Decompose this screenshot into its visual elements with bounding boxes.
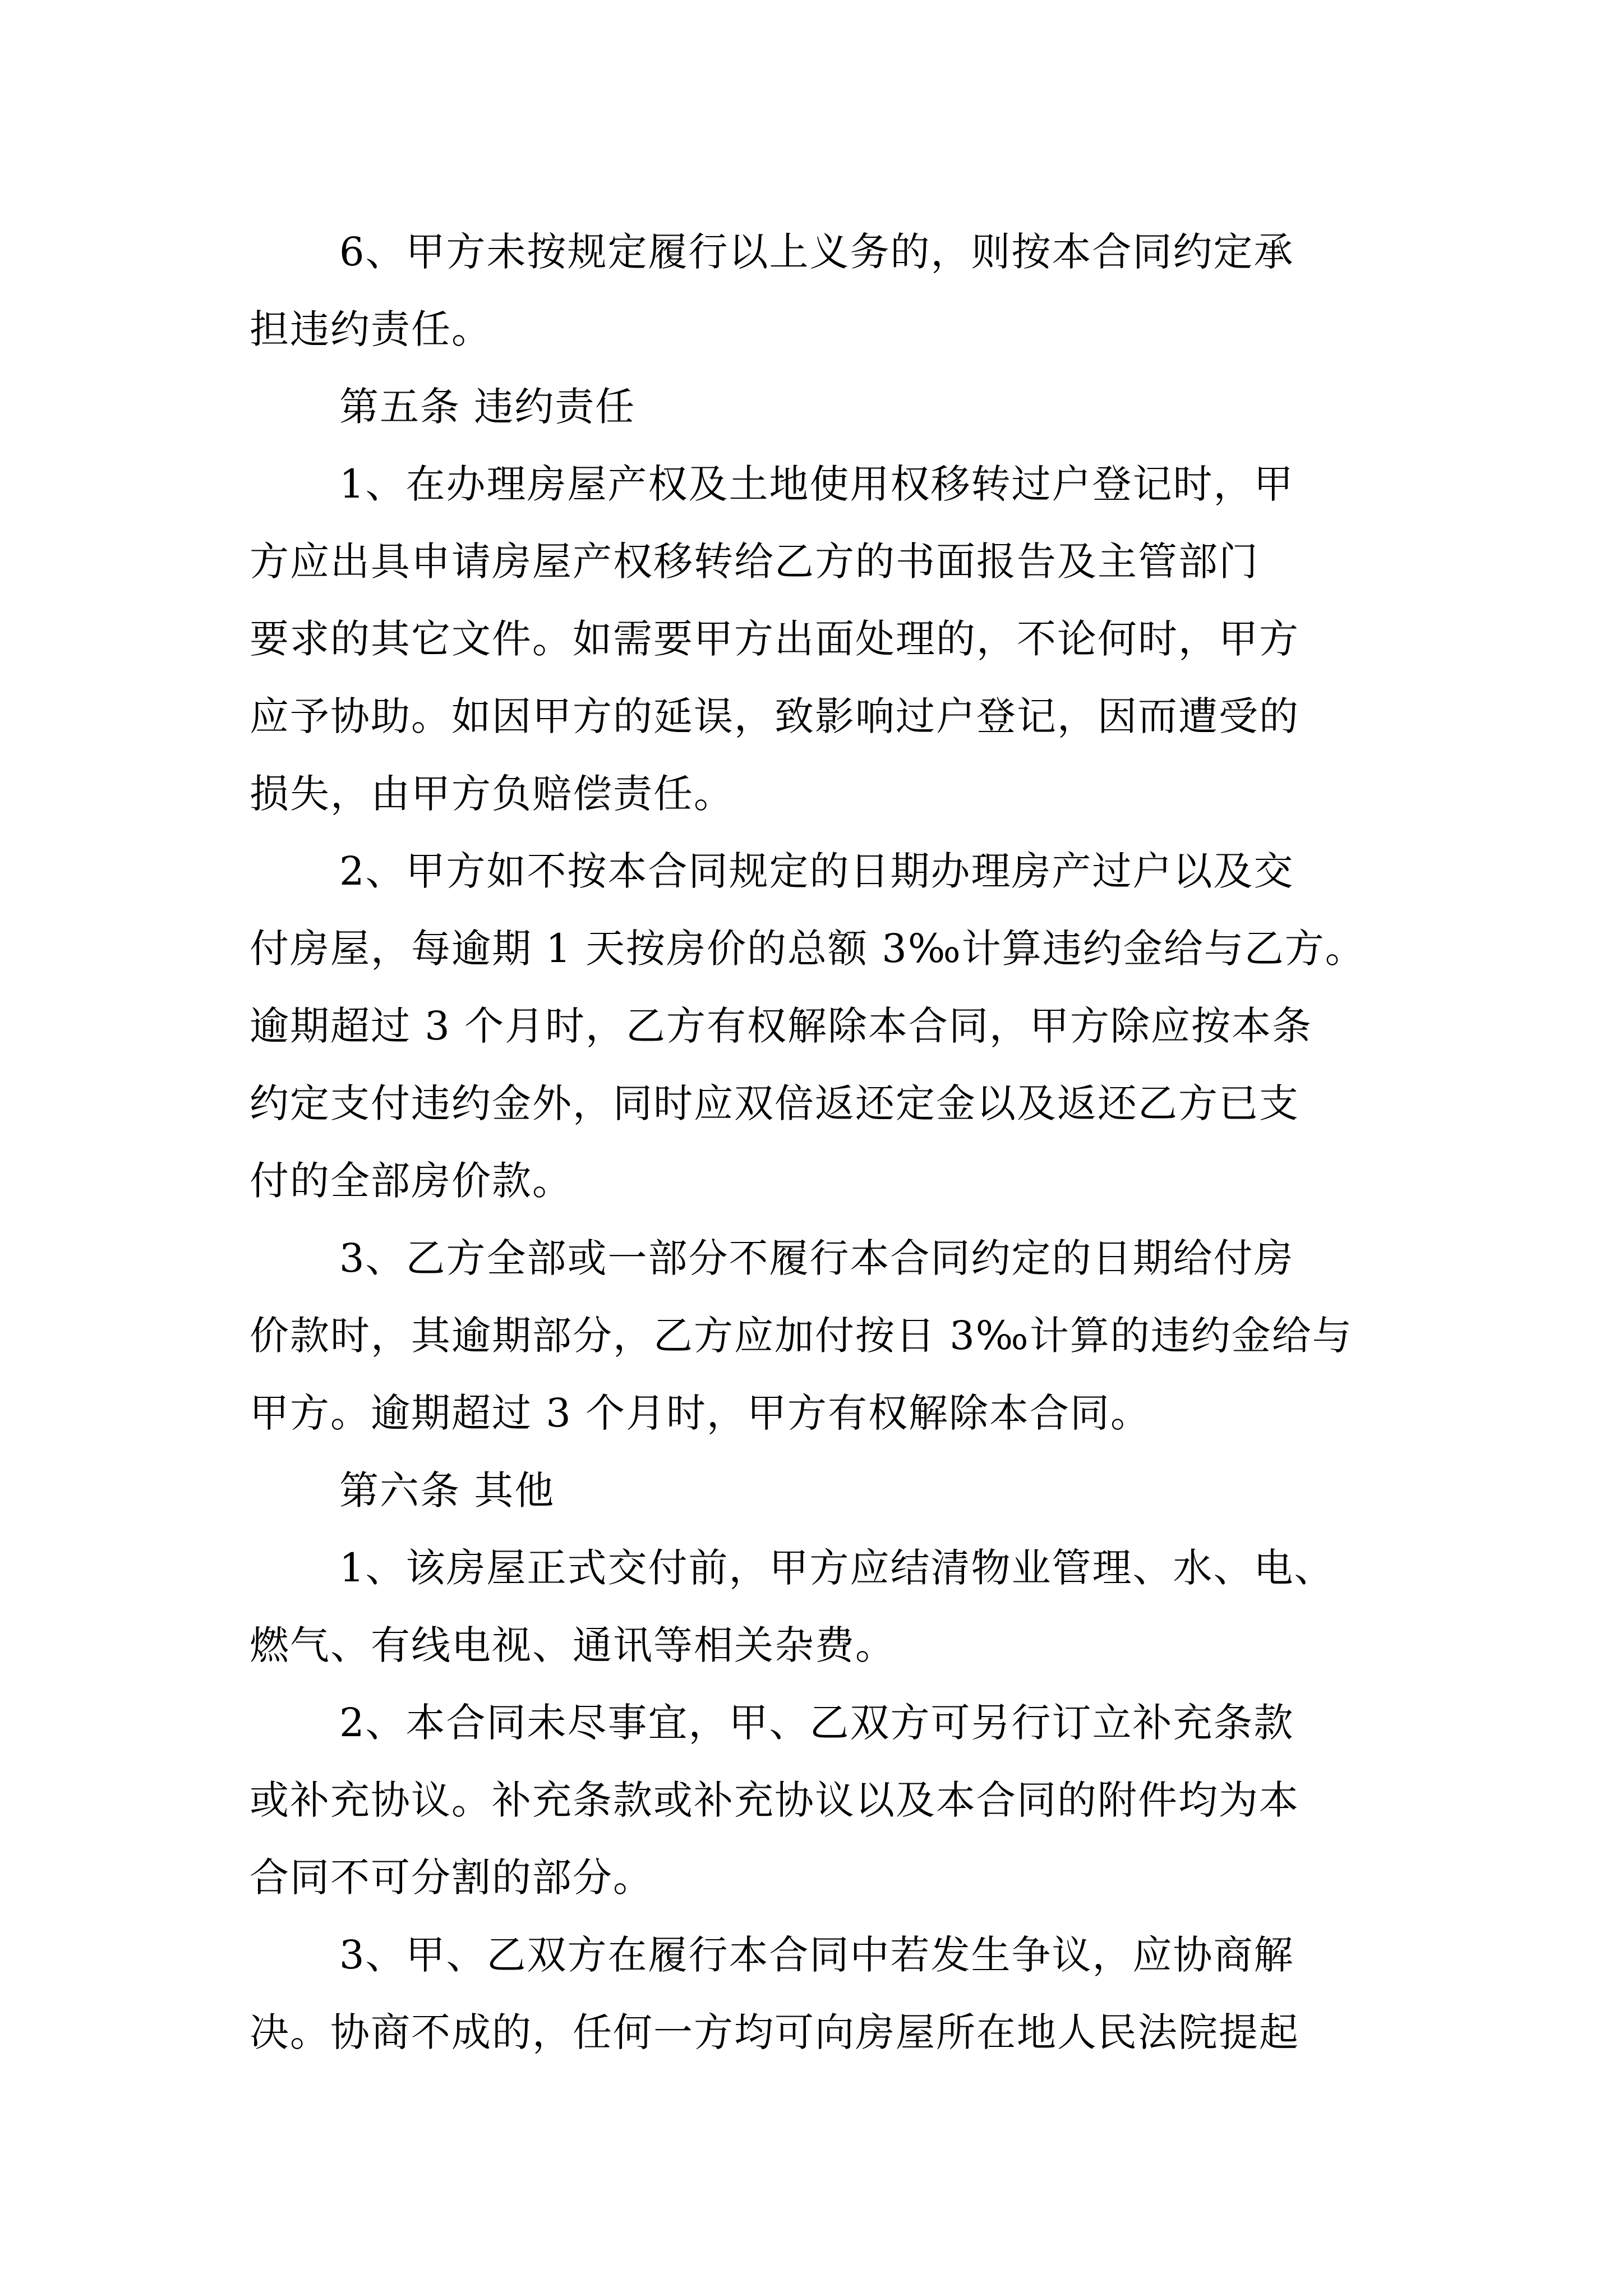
text-line: 2、甲方如不按本合同规定的日期办理房产过户以及交 (339, 848, 1294, 894)
text-line: 约定支付违约金外，同时应双倍返还定金以及返还乙方已支 (250, 1080, 1299, 1126)
text-line: 逾期超过 3 个月时，乙方有权解除本合同，甲方除应按本条 (250, 1003, 1313, 1049)
text-line: 3、甲、乙双方在履行本合同中若发生争议，应协商解 (339, 1932, 1294, 1978)
text-line: 应予协助。如因甲方的延误，致影响过户登记，因而遭受的 (250, 693, 1299, 739)
text-line: 要求的其它文件。如需要甲方出面处理的，不论何时，甲方 (250, 616, 1299, 662)
text-line: 担违约责任。 (250, 306, 492, 352)
text-line: 或补充协议。补充条款或补充协议以及本合同的附件均为本 (250, 1777, 1299, 1823)
section-heading-article-6: 第六条 其他 (339, 1467, 555, 1513)
text-line: 1、该房屋正式交付前，甲方应结清物业管理、水、电、 (339, 1545, 1335, 1591)
text-line: 3、乙方全部或一部分不履行本合同约定的日期给付房 (339, 1235, 1294, 1281)
text-line: 付的全部房价款。 (250, 1158, 573, 1204)
text-line: 损失，由甲方负赔偿责任。 (250, 771, 734, 817)
text-line: 决。协商不成的，任何一方均可向房屋所在地人民法院提起 (250, 2009, 1299, 2055)
text-line: 付房屋，每逾期 1 天按房价的总额 3‰计算违约金给与乙方。 (250, 926, 1366, 972)
section-heading-article-5: 第五条 违约责任 (339, 384, 636, 430)
text-line: 1、在办理房屋产权及土地使用权移转过户登记时，甲 (339, 461, 1294, 507)
text-line: 2、本合同未尽事宜，甲、乙双方可另行订立补充条款 (339, 1700, 1294, 1746)
contract-text (250, 213, 1388, 2071)
text-line: 甲方。逾期超过 3 个月时，甲方有权解除本合同。 (250, 1390, 1151, 1436)
text-line: 燃气、有线电视、通讯等相关杂费。 (250, 1622, 896, 1668)
text-line: 合同不可分割的部分。 (250, 1855, 653, 1901)
text-line: 6、甲方未按规定履行以上义务的，则按本合同约定承 (339, 229, 1294, 275)
text-line: 方应出具申请房屋产权移转给乙方的书面报告及主管部门 (250, 539, 1259, 585)
text-line: 价款时，其逾期部分，乙方应加付按日 3‰计算的违约金给与 (250, 1313, 1353, 1359)
